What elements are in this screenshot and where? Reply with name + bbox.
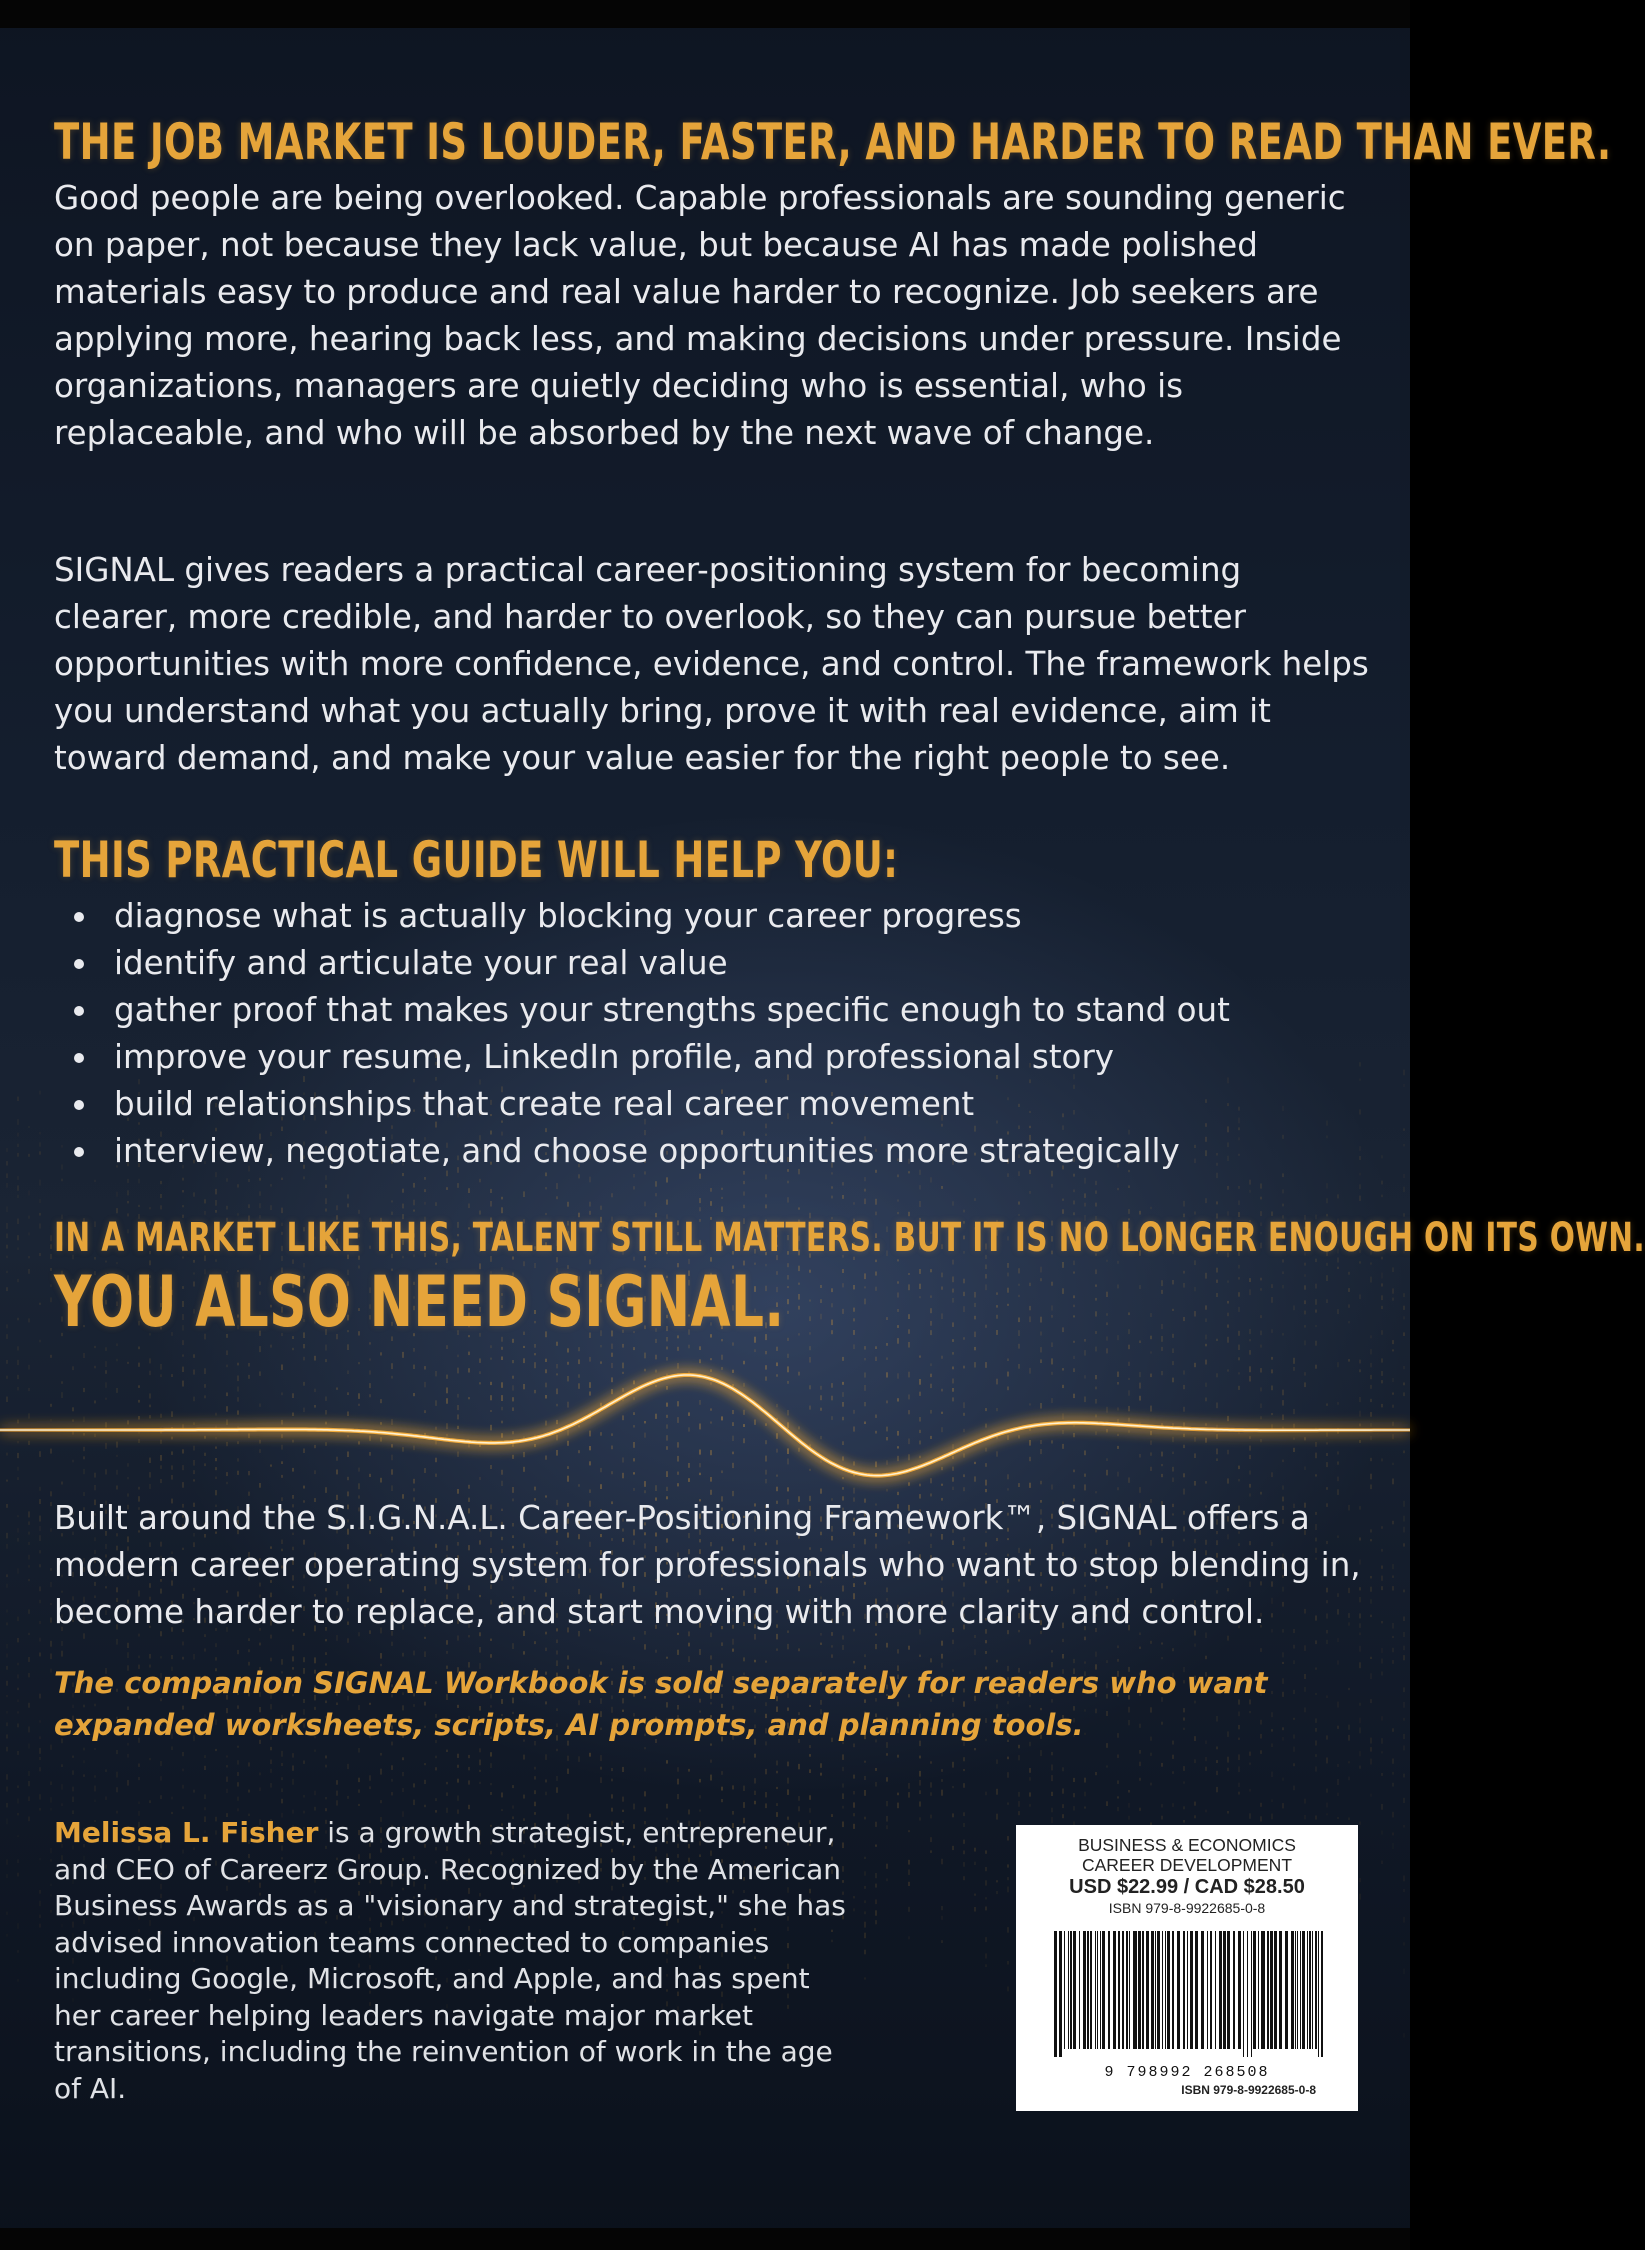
signal-tagline: YOU ALSO NEED SIGNAL. <box>54 1261 785 1343</box>
guide-list <box>54 893 1394 1175</box>
barcode-box <box>1016 1825 1358 2111</box>
market-line: IN A MARKET LIKE THIS, TALENT STILL MATTERS. BUT IT IS NO LONGER ENOUGH ON ITS OWN. <box>54 1215 1645 1261</box>
headline: THE JOB MARKET IS LOUDER, FASTER, AND HARDER TO READ THAN EVER. <box>54 113 1612 171</box>
bullet-icon <box>74 1100 84 1110</box>
wave-line <box>0 1375 1410 1476</box>
barcode-price: USD $22.99 / CAD $28.50 <box>1069 1876 1305 1898</box>
bullet-icon <box>74 1053 84 1063</box>
guide-list-item: interview, negotiate, and choose opportunities more strategically <box>54 1128 1394 1175</box>
author-bio-text: is a growth strategist, entrepreneur, and CEO of Careerz Group. Recognized by the American Business Awards as a "visionary and strategist," she has advised innovation teams connected to companies including Google, Microsoft, and Apple, and has spent her career helping leaders navigate major market transitions, including the reinvention of work in the age of AI. <box>54 1816 846 2105</box>
guide-list-item: diagnose what is actually blocking your career progress <box>54 893 1394 940</box>
barcode-bars <box>1054 1931 1323 2057</box>
barcode-isbn-bottom: ISBN 979-8-9922685-0-8 <box>1181 2083 1316 2097</box>
author-bio <box>54 1815 854 2107</box>
signal-paragraph: SIGNAL gives readers a practical career-positioning system for becoming clearer, more credible, and harder to overlook, so they can pursue better opportunities with more confidence, evidence, and control. The framework helps you understand what you actually bring, prove it with real evidence, aim it toward demand, and make your value easier for the right people to see. <box>54 551 1369 777</box>
barcode-isbn-label: ISBN 979-8-9922685-0-8 <box>1108 1900 1266 1916</box>
guide-list-item: improve your resume, LinkedIn profile, and professional story <box>54 1034 1394 1081</box>
barcode-category-2: CAREER DEVELOPMENT <box>1081 1855 1293 1875</box>
intro-paragraph: Good people are being overlooked. Capable professionals are sounding generic on paper, not because they lack value, but because AI has made polished materials easy to produce and real value harder to recognize. Job seekers are applying more, hearing back less, and making decisions under pressure. Inside organizations, managers are quietly deciding who is essential, who is replaceable, and who will be absorbed by the next wave of change. <box>54 179 1346 452</box>
guide-list-item: gather proof that makes your strengths specific enough to stand out <box>54 987 1394 1034</box>
bottom-border <box>0 2228 1410 2250</box>
author-name: Melissa L. Fisher <box>54 1816 319 1849</box>
wave-core-line <box>0 1375 1410 1476</box>
bullet-icon <box>74 1006 84 1016</box>
workbook-note: The companion SIGNAL Workbook is sold separately for readers who want expanded worksheets, scripts, AI prompts, and planning tools. <box>54 1666 1268 1742</box>
bullet-icon <box>74 959 84 969</box>
guide-list-item: identify and articulate your real value <box>54 940 1394 987</box>
barcode-category-1: BUSINESS & ECONOMICS <box>1078 1835 1296 1855</box>
bullet-icon <box>74 912 84 922</box>
barcode-graphic <box>1036 1931 1338 2081</box>
guide-heading: THIS PRACTICAL GUIDE WILL HELP YOU: <box>54 831 899 889</box>
guide-list-item: build relationships that create real career movement <box>54 1081 1394 1128</box>
bullet-icon <box>74 1147 84 1157</box>
barcode-digits: 9 798992 268508 <box>1104 2064 1270 2081</box>
framework-paragraph: Built around the S.I.G.N.A.L. Career-Positioning Framework™, SIGNAL offers a modern career operating system for professionals who want to stop blending in, become harder to replace, and start moving with more clarity and control. <box>54 1499 1361 1631</box>
